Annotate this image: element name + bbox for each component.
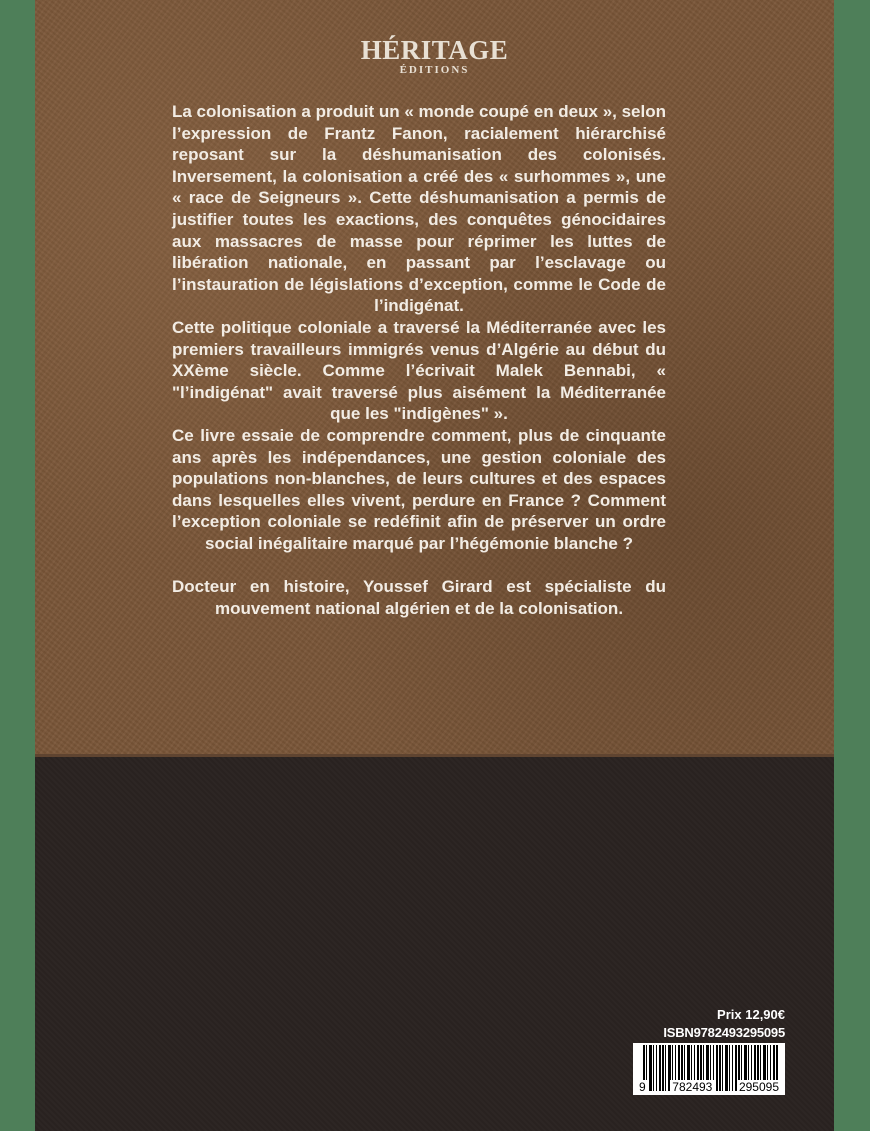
- blurb-paragraph: Cette politique coloniale a traversé la Méditerranée avec les premiers travailleurs immigrés venus d’Algérie au début du XXème siècle. Comme l’écrivait Malek Bennabi, « "l’indigénat" avait traversé plus aisément la Méditerranée que les "indigènes" ».: [172, 317, 666, 424]
- publisher-name: HÉRITAGE: [360, 35, 509, 65]
- price-label: Prix 12,90€: [717, 1007, 785, 1022]
- barcode-digit-group: 295095: [738, 1080, 779, 1094]
- blurb-paragraph: Ce livre essaie de comprendre comment, plus de cinquante ans après les indépendances, une gestion coloniale des populations non-blanches, de leurs cultures et des espaces dans lesquelles elles vivent, perdure en France ? Comment l’exception coloniale se redéfinit afin de préserver un ordre social inégalitaire marqué par l’hégémonie blanche ?: [172, 425, 666, 553]
- author-bio: Docteur en histoire, Youssef Girard est spécialiste du mouvement national algérien et de la colonisation.: [172, 577, 666, 618]
- publisher-logo: [35, 36, 834, 76]
- isbn-label: ISBN9782493295095: [663, 1025, 785, 1040]
- blurb-paragraph: La colonisation a produit un « monde coupé en deux », selon l’expression de Frantz Fanon, racialement hiérarchisé reposant sur la déshumanisation des colonisés. Inversement, la colonisation a créé des « surhommes », une « race de Seigneurs ». Cette déshumanisation a permis de justifier toutes les exactions, des conquêtes génocidaires aux massacres de masse pour réprimer les luttes de libération nationale, en passant par l’esclavage ou l’instauration de législations d’exception, comme le Code de l’indigénat.: [172, 102, 667, 316]
- barcode-digits: [633, 1080, 785, 1095]
- book-back-cover: [35, 0, 834, 1131]
- publisher-subtitle: ÉDITIONS: [399, 64, 470, 76]
- back-cover-blurb: [172, 101, 666, 619]
- barcode-digit-group: 782493: [672, 1080, 713, 1094]
- brown-panel: [35, 0, 834, 757]
- barcode-image: [633, 1043, 785, 1095]
- barcode-block: [633, 1006, 785, 1095]
- barcode-digit-group: 9: [639, 1080, 646, 1094]
